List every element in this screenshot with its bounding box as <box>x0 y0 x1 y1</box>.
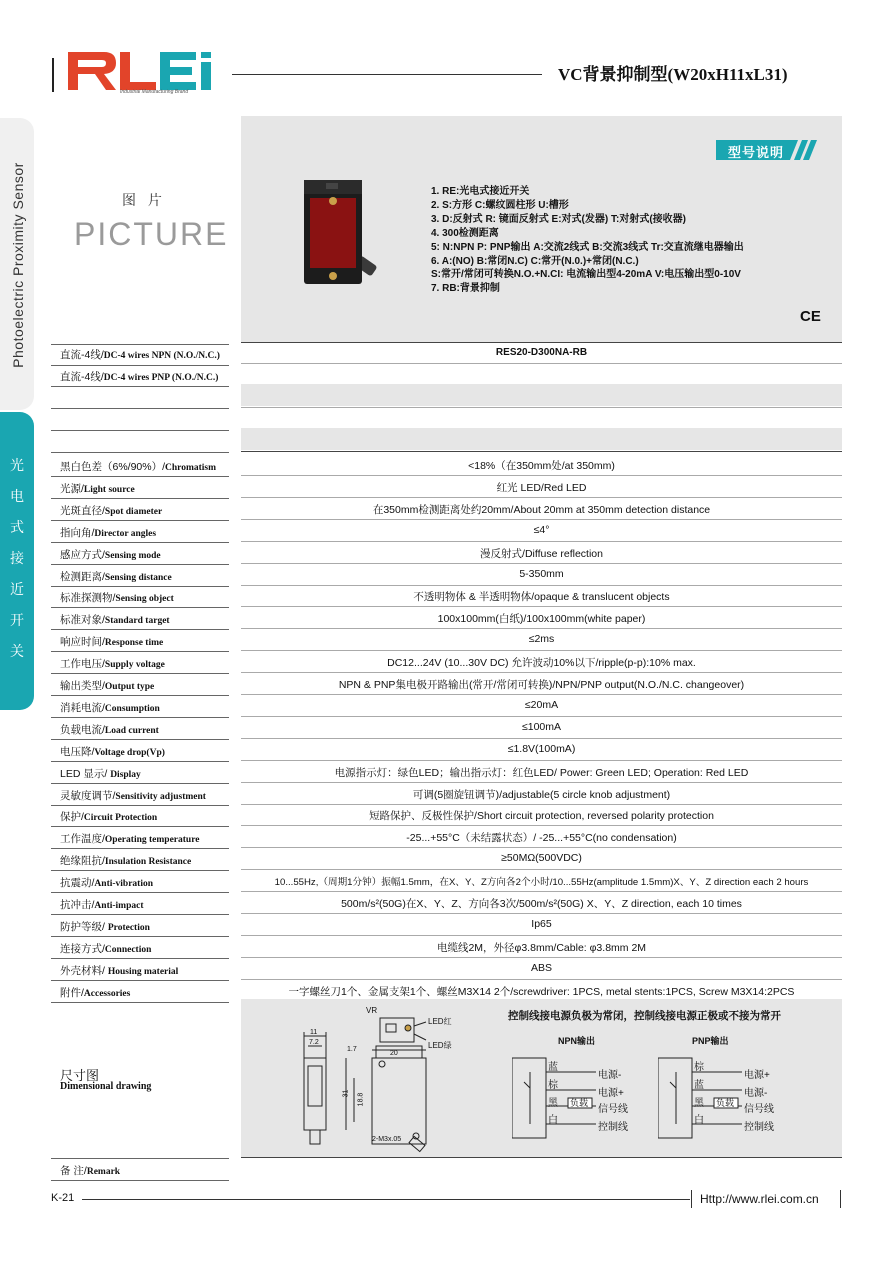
row-divider <box>241 738 842 739</box>
spec-label: 工作温度/Operating temperature <box>60 833 200 845</box>
footer-bar <box>840 1190 841 1208</box>
spec-value: 500m/s²(50G)在X、Y、Z、方向各3次/500m/s²(50G) X、Y、Z direction, each 10 times <box>341 898 742 910</box>
spec-label: 输出类型/Output type <box>60 680 155 692</box>
spec-label: 电压降/Voltage drop(Vp) <box>60 746 165 758</box>
row-divider <box>241 342 842 343</box>
note-line: 2. S:方形 C:螺纹圆柱形 U:槽形 <box>431 199 569 211</box>
row-divider <box>241 407 842 408</box>
ce-mark: CE <box>800 308 821 325</box>
row-divider <box>51 452 229 453</box>
row-divider <box>241 541 842 542</box>
spec-label: 指向角/Director angles <box>60 527 157 539</box>
spec-value: ≤100mA <box>521 721 562 733</box>
tab-char: 式 <box>10 519 24 535</box>
spec-label: 防护等级/ Protection <box>60 921 150 933</box>
row-divider <box>51 520 229 521</box>
dim-screw: 2-M3x.05 <box>372 1136 402 1143</box>
spec-label: 标准对象/Standard target <box>60 614 170 626</box>
dim-18-8: 18.8 <box>357 1092 365 1107</box>
row-divider <box>241 935 842 936</box>
spec-label: 标准探测物/Sensing object <box>60 592 174 604</box>
spec-value: 漫反射式/Diffuse reflection <box>480 548 603 560</box>
spec-label: LED 显示/ Display <box>60 768 141 780</box>
pnp-wire-black: 黑 <box>694 1098 704 1109</box>
row-divider <box>241 1157 842 1158</box>
spec-value: DC12...24V (10...30V DC) 允许波动10%以下/ripple(p-p):10% max. <box>387 657 696 669</box>
logo-subtitle: Industrial Manufacturing Brand <box>120 89 189 95</box>
row-divider <box>241 650 842 651</box>
row-divider <box>51 607 229 608</box>
row-divider <box>241 804 842 805</box>
led-green-label: LED绿 <box>428 1041 452 1050</box>
row-divider <box>51 629 229 630</box>
row-divider <box>51 980 229 981</box>
spec-value: 在350mm检测距离处约20mm/About 20mm at 350mm detection distance <box>372 504 711 516</box>
row-divider <box>241 585 842 586</box>
row-divider <box>51 936 229 937</box>
header-rule <box>232 74 542 75</box>
row-divider <box>241 782 842 783</box>
note-line: 3. D:反射式 R: 镜面反射式 E:对式(发器) T:对射式(接收器) <box>431 213 686 225</box>
row-divider <box>241 694 842 695</box>
row-divider <box>51 408 229 409</box>
dimension-drawing <box>290 1004 470 1154</box>
spec-label: 保护/Circuit Protection <box>60 811 158 823</box>
npn-wire-black: 黑 <box>548 1098 558 1109</box>
spec-label: 附件/Accessories <box>60 987 131 999</box>
row-divider <box>241 628 842 629</box>
empty-row-shade <box>241 428 842 450</box>
picture-label-en: PICTURE <box>74 216 229 252</box>
row-divider <box>241 847 842 848</box>
row-divider <box>241 913 842 914</box>
spec-value: 100x100mm(白纸)/100x100mm(white paper) <box>437 613 646 625</box>
row-divider <box>51 673 229 674</box>
spec-label: 消耗电流/Consumption <box>60 702 160 714</box>
note-line: 7. RB:背景抑制 <box>431 283 500 295</box>
spec-value: ≥50MΩ(500VDC) <box>501 852 582 864</box>
side-tab-category-label <box>7 450 27 667</box>
npn-wire-blue: 蓝 <box>548 1062 558 1073</box>
remark-label: 备 注/Remark <box>60 1165 121 1177</box>
tab-char: 开 <box>10 612 24 628</box>
row-divider <box>51 1002 229 1003</box>
spec-value: ABS <box>530 962 552 974</box>
spec-value: 电源指示灯：绿色LED；输出指示灯：红色LED/ Power: Green LED; Operation: Red LED <box>334 767 749 779</box>
row-divider <box>241 363 842 364</box>
pnp-wiring <box>658 1048 798 1140</box>
spec-label: 响应时间/Response time <box>60 636 164 648</box>
page-number: K-21 <box>51 1192 75 1204</box>
row-divider <box>241 760 842 761</box>
pnp-label-signal: 信号线 <box>744 1104 774 1115</box>
spec-value: 短路保护、反极性保护/Short circuit protection, reversed polarity protection <box>369 810 714 822</box>
row-divider <box>241 891 842 892</box>
row-divider <box>51 958 229 959</box>
spec-value: 电缆线2M，外径φ3.8mm/Cable: φ3.8mm 2M <box>436 942 647 954</box>
spec-value: <18%（在350mm处/at 350mm) <box>468 460 615 472</box>
row-divider <box>51 695 229 696</box>
dim-11: 11 <box>310 1029 318 1036</box>
footer-url[interactable]: Http://www.rlei.com.cn <box>700 1192 819 1206</box>
dim-7-2: 7.2 <box>309 1039 319 1046</box>
row-divider <box>51 1158 229 1159</box>
npn-label-power-minus: 电源- <box>598 1070 622 1081</box>
row-divider <box>51 914 229 915</box>
spec-value: 5-350mm <box>519 568 564 580</box>
spec-value: 可调(5圈旋钮调节)/adjustable(5 circle knob adjustment) <box>412 789 671 801</box>
spec-label: 感应方式/Sensing mode <box>60 549 161 561</box>
tab-char: 光 <box>10 457 24 473</box>
row-divider <box>51 651 229 652</box>
row-divider <box>241 475 842 476</box>
pnp-load: 负载 <box>716 1098 735 1108</box>
wiring-note: 控制线接电源负极为常闭，控制线接电源正极或不接为常开 <box>508 1010 781 1022</box>
row-divider <box>241 497 842 498</box>
npn-load: 负载 <box>570 1098 589 1108</box>
row-divider <box>51 498 229 499</box>
product-photo <box>296 176 384 294</box>
npn-wire-brown: 棕 <box>548 1080 558 1091</box>
drawing-label-cn: 尺寸图 <box>60 1068 100 1083</box>
model-notes <box>431 185 744 296</box>
pnp-label-power-plus: 电源+ <box>744 1070 770 1081</box>
npn-circuit <box>512 1048 652 1140</box>
row-divider <box>241 519 842 520</box>
footer-rule <box>82 1199 690 1200</box>
spec-value: ≤20mA <box>524 699 559 711</box>
spec-label: 抗震动/Anti-vibration <box>60 877 154 889</box>
npn-label-control: 控制线 <box>598 1122 628 1133</box>
row-divider <box>241 451 842 452</box>
vr-label: VR <box>366 1006 378 1015</box>
spec-value: 不透明物体 & 半透明物体/opaque & translucent objects <box>413 591 670 603</box>
pnp-wire-white: 白 <box>694 1115 704 1126</box>
row-divider <box>51 892 229 893</box>
header-divider-bar <box>52 58 54 92</box>
pnp-wire-blue: 蓝 <box>694 1080 704 1091</box>
npn-title: NPN输出 <box>558 1036 596 1046</box>
spec-value: 10...55Hz,（周期1分钟）振幅1.5mm，在X、Y、Z方向各2个小时/10...55Hz(amplitude 1.5mm)X、Y、Z direction each 2 hours <box>274 877 809 888</box>
pnp-title: PNP输出 <box>692 1036 729 1046</box>
spec-label: 工作电压/Supply voltage <box>60 658 165 670</box>
row-divider <box>51 783 229 784</box>
row-divider <box>241 716 842 717</box>
pnp-label-control: 控制线 <box>744 1122 774 1133</box>
spec-value: Ip65 <box>531 918 552 930</box>
spec-label: 光斑直径/Spot diameter <box>60 505 163 517</box>
side-tab-sensor-label: Photoelectric Proximity Sensor <box>10 162 26 368</box>
row-divider <box>51 826 229 827</box>
row-divider <box>241 825 842 826</box>
model-explanation-badge <box>716 140 822 160</box>
row-divider <box>51 564 229 565</box>
note-line: S:常开/常闭可转换N.O.+N.CI: 电流输出型4-20mA V:电压输出型0-10V <box>431 269 741 281</box>
spec-label: 连接方式/Connection <box>60 943 152 955</box>
spec-label: 黑白色差（6%/90%）/Chromatism <box>60 461 217 473</box>
note-line: 6. A:(NO) B:常闭N.C) C:常开(N.0.)+常闭(N.C.) <box>431 255 639 267</box>
row-divider <box>51 586 229 587</box>
spec-value: NPN & PNP集电极开路输出(常开/常闭可转换)/NPN/PNP output(N.O./N.C. changeover) <box>338 679 745 691</box>
spec-label: 外壳材料/ Housing material <box>60 965 179 977</box>
model-npn-value: RES20-D300NA-RB <box>495 347 588 358</box>
dim-1-7: 1.7 <box>347 1046 357 1053</box>
pnp-label-power-minus: 电源- <box>744 1088 768 1099</box>
row-divider <box>241 869 842 870</box>
npn-label-power-plus: 电源+ <box>598 1088 624 1099</box>
npn-label-signal: 信号线 <box>598 1104 628 1115</box>
footer-bar <box>691 1190 692 1208</box>
spec-value: 红光 LED/Red LED <box>496 482 587 494</box>
spec-value: ≤1.8V(100mA) <box>507 743 576 755</box>
spec-label: 负载电流/Load current <box>60 724 159 736</box>
row-divider <box>241 606 842 607</box>
row-divider <box>51 761 229 762</box>
npn-wire-white: 白 <box>548 1115 558 1126</box>
spec-label: 灵敏度调节/Sensitivity adjustment <box>60 790 206 802</box>
row-divider <box>241 979 842 980</box>
spec-value: -25...+55°C（未结露状态）/ -25...+55°C(no condensation) <box>406 832 677 844</box>
tab-char: 电 <box>10 488 24 504</box>
led-red-label: LED红 <box>428 1017 452 1026</box>
row-divider <box>241 672 842 673</box>
row-divider <box>51 1180 229 1181</box>
spec-label: 检测距离/Sensing distance <box>60 571 172 583</box>
spec-label: 光源/Light source <box>60 483 135 495</box>
tab-char: 关 <box>10 643 24 659</box>
spec-value: ≤4° <box>533 524 550 536</box>
badge-label: 型号说明 <box>728 145 785 160</box>
row-divider <box>51 476 229 477</box>
spec-label: 抗冲击/Anti-impact <box>60 899 144 911</box>
model-npn-label: 直流-4线/DC-4 wires NPN (N.O./N.C.) <box>60 349 220 361</box>
tab-char: 接 <box>10 550 24 566</box>
row-divider <box>241 563 842 564</box>
note-line: 4. 300检测距离 <box>431 227 499 239</box>
pnp-circuit <box>658 1048 798 1140</box>
pnp-wire-brown: 棕 <box>694 1062 704 1073</box>
row-divider <box>51 805 229 806</box>
spec-value: 一字螺丝刀1个、金属支架1个、螺丝M3X14 2个/screwdriver: 1PCS, metal stents:1PCS, Screw M3X14:2PCS <box>288 986 795 998</box>
picture-label-cn: 图 片 <box>122 192 166 208</box>
row-divider <box>51 365 229 366</box>
row-divider <box>241 957 842 958</box>
npn-wiring <box>512 1048 652 1140</box>
row-divider <box>51 870 229 871</box>
note-line: 1. RE:光电式接近开关 <box>431 186 530 197</box>
row-divider <box>51 430 229 431</box>
spec-label: 绝缘阻抗/Insulation Resistance <box>60 855 192 867</box>
row-divider <box>51 386 229 387</box>
row-divider <box>51 717 229 718</box>
empty-row-shade <box>241 384 842 406</box>
row-divider <box>51 848 229 849</box>
row-divider <box>51 739 229 740</box>
page-title: VC背景抑制型(W20xH11xL31) <box>558 65 788 84</box>
row-divider <box>51 542 229 543</box>
dim-20: 20 <box>390 1050 398 1057</box>
dim-31: 31 <box>342 1089 350 1098</box>
tab-char: 近 <box>10 581 24 597</box>
row-divider <box>51 344 229 345</box>
spec-value: ≤2ms <box>528 633 555 645</box>
drawing-label-en: Dimensional drawing <box>60 1081 152 1092</box>
model-pnp-label: 直流-4线/DC-4 wires PNP (N.O./N.C.) <box>60 371 219 383</box>
note-line: 5: N:NPN P: PNP输出 A:交流2线式 B:交流3线式 Tr:交直流继电器输出 <box>431 241 744 253</box>
logo <box>64 46 214 98</box>
